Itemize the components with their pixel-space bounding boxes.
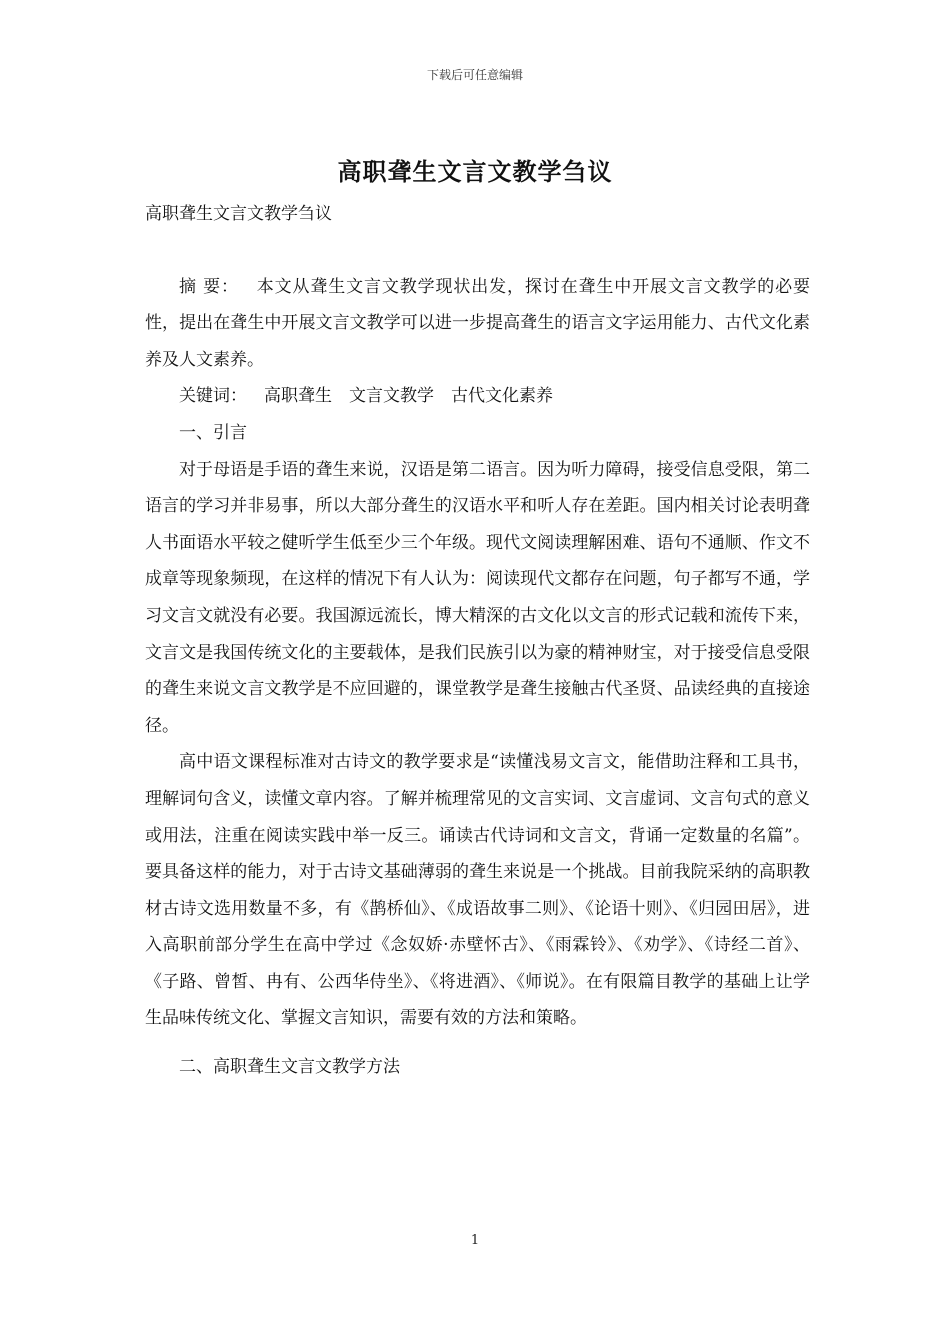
paragraph: 对于母语是手语的聋生来说，汉语是第二语言。因为听力障碍，接受信息受限，第二语言的学习并非易事，所以大部分聋生的汉语水平和听人存在差距。国内相关讨论表明聋人书面语水平较之健听学生低至少三个年级。现代文阅读理解困难、语句不通顺、作文不成章等现象频现，在这样的情况下有人认为：阅读现代文都存在问题，句子都写不通，学习文言文就没有必要。我国源远流长，博大精深的古文化以文言的形式记载和流传下来，文言文是我国传统文化的主要载体，是我们民族引以为豪的精神财宝，对于接受信息受限的聋生来说文言文教学是不应回避的，课堂教学是聋生接触古代圣贤、品读经典的直接途径。 — [145, 459, 810, 736]
keywords-label: 关键词： — [179, 386, 247, 407]
abstract-label: 摘 要： — [179, 276, 239, 297]
keywords-paragraph — [145, 378, 810, 415]
subtitle: 高职聋生文言文教学刍议 — [145, 204, 332, 224]
abstract-paragraph — [145, 269, 810, 379]
section-heading-intro: 一、引言 — [179, 422, 247, 443]
document-title: 高职聋生文言文教学刍议 — [337, 157, 613, 186]
document-body — [145, 196, 810, 1086]
page-number: 1 — [470, 1233, 480, 1248]
page-header: 下载后可任意编辑 — [426, 68, 523, 82]
abstract-text: 本文从聋生文言文教学现状出发，探讨在聋生中开展文言文教学的必要性，提出在聋生中开展文言文教学可以进一步提高聋生的语言文字运用能力、古代文化素养及人文素养。 — [145, 276, 811, 370]
keyword-item: 高职聋生 — [264, 386, 332, 407]
keyword-item: 古代文化素养 — [451, 386, 553, 407]
keyword-item: 文言文教学 — [349, 386, 434, 407]
section-heading-methods: 二、高职聋生文言文教学方法 — [179, 1057, 400, 1078]
paragraph: 高中语文课程标准对古诗文的教学要求是“读懂浅易文言文，能借助注释和工具书，理解词句含义，读懂文章内容。了解并梳理常见的文言实词、文言虚词、文言句式的意义或用法，注重在阅读实践中举一反三。诵读古代诗词和文言文，背诵一定数量的名篇”。要具备这样的能力，对于古诗文基础薄弱的聋生来说是一个挑战。目前我院采纳的高职教材古诗文选用数量不多，有《鹊桥仙》、《成语故事二则》、《论语十则》、《归园田居》，进入高职前部分学生在高中学过《念奴娇·赤壁怀古》、《雨霖铃》、《劝学》、《诗经二首》、《子路、曾皙、冉有、公西华侍坐》、《将进酒》、《师说》。在有限篇目教学的基础上让学生品味传统文化、掌握文言知识，需要有效的方法和策略。 — [145, 752, 810, 1029]
